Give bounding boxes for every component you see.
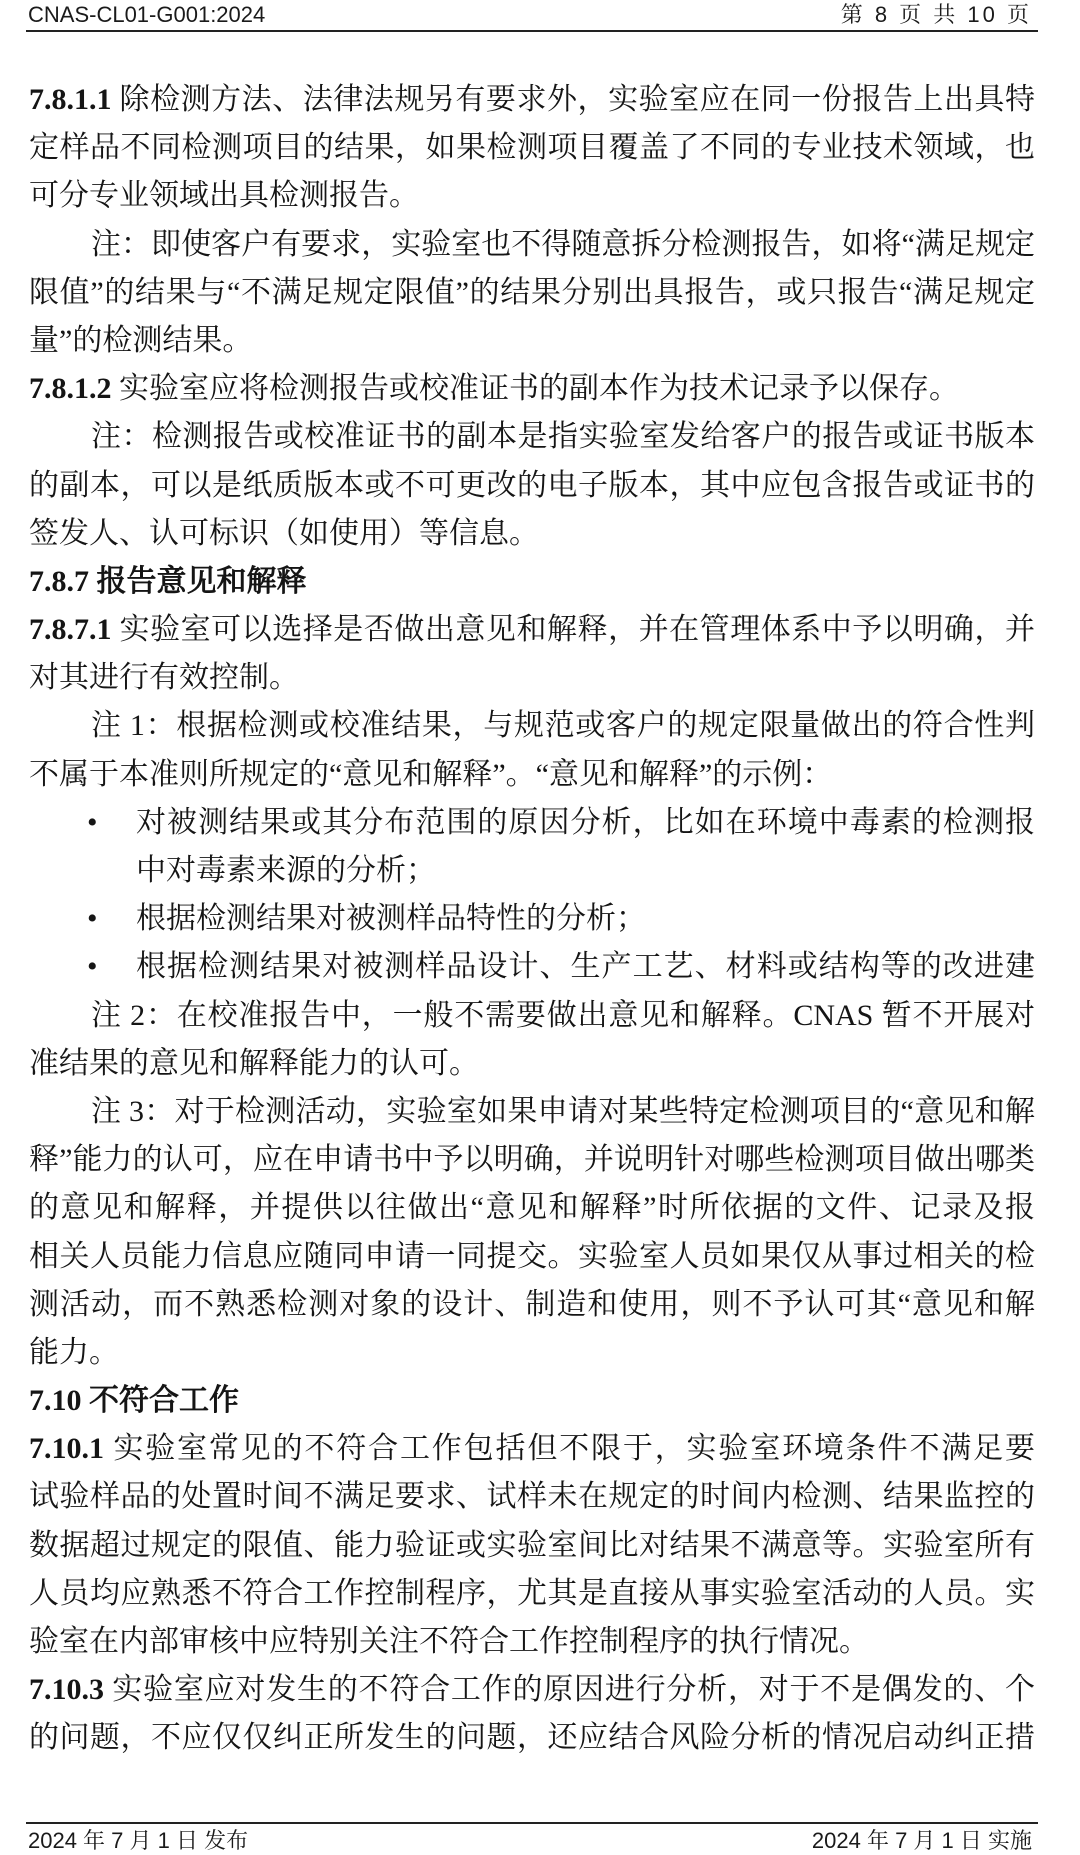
- section-heading: [29, 1377, 1035, 1425]
- text-line: [29, 606, 1035, 654]
- line-text: 的问题，不应仅仅纠正所发生的问题，还应结合风险分析的情况启动纠正措: [29, 1721, 1035, 1755]
- line-text: 测活动，而不熟悉检测对象的设计、制造和使用，则不予认可其“意见和解: [29, 1287, 1035, 1321]
- section-heading: [29, 558, 1035, 606]
- issue-date: 2024 年 7 月 1 日 发布: [28, 1828, 249, 1853]
- clause-number: 7.8.1.1: [29, 83, 112, 116]
- line-text: 量”的检测结果。: [29, 323, 253, 357]
- line-text: 实验室常见的不符合工作包括但不限于，实验室环境条件不满足要: [113, 1432, 1035, 1466]
- line-text: 不属于本准则所规定的“意见和解释”。“意见和解释”的示例：: [29, 757, 833, 791]
- text-line: [29, 269, 1035, 317]
- text-line: [29, 751, 1035, 799]
- text-line: [29, 1329, 1035, 1377]
- text-line: [29, 1666, 1035, 1714]
- clause-number: 7.10.3: [29, 1673, 104, 1707]
- text-line: [29, 1618, 1035, 1666]
- line-text: 除检测方法、法律法规另有要求外，实验室应在同一份报告上出具特: [111, 83, 1035, 116]
- line-text: 实验室应对发生的不符合工作的原因进行分析，对于不是偶发的、个: [112, 1673, 1035, 1707]
- footer-divider: [26, 1822, 1038, 1824]
- text-line: [29, 992, 1035, 1040]
- line-text: 注：检测报告或校准证书的副本是指实验室发给客户的报告或证书版本: [91, 420, 1035, 454]
- clause-number: 7.8.1.2: [29, 372, 112, 406]
- text-line: [29, 510, 1035, 558]
- line-text: 实验室应将检测报告或校准证书的副本作为技术记录予以保存。: [111, 372, 959, 406]
- bullet-icon: •: [87, 805, 98, 839]
- text-line: [29, 1714, 1035, 1762]
- line-text: 准结果的意见和解释能力的认可。: [29, 1046, 479, 1080]
- line-text: 的意见和解释，并提供以往做出“意见和解释”时所依据的文件、记录及报: [29, 1191, 1035, 1225]
- text-line: [29, 654, 1035, 702]
- line-text: 对其进行有效控制。: [29, 661, 299, 695]
- list-item-line: [29, 847, 1035, 895]
- text-line: [29, 1233, 1035, 1281]
- line-text: 注 3：对于检测活动，实验室如果申请对某些特定检测项目的“意见和解: [91, 1094, 1035, 1128]
- document-body: [29, 76, 1035, 1763]
- line-text: 中对毒素来源的分析；: [136, 854, 436, 887]
- line-text: 验室在内部审核中应特别关注不符合工作控制程序的执行情况。: [29, 1625, 869, 1658]
- text-line: [29, 124, 1035, 172]
- line-text: 的副本，可以是纸质版本或不可更改的电子版本，其中应包含报告或证书的: [29, 468, 1035, 502]
- clause-number: 7.10.1: [29, 1432, 104, 1466]
- text-line: [29, 221, 1035, 269]
- clause-number: 7.8.7.1: [29, 613, 112, 647]
- effective-date: 2024 年 7 月 1 日 实施: [811, 1828, 1032, 1853]
- line-text: 对被测结果或其分布范围的原因分析，比如在环境中毒素的检测报: [136, 805, 1035, 839]
- line-text: 根据检测结果对被测样品特性的分析；: [136, 902, 646, 936]
- text-line: [29, 1570, 1035, 1618]
- line-text: 7.10 不符合工作: [29, 1384, 239, 1418]
- line-text: 注：即使客户有要求，实验室也不得随意拆分检测报告，如将“满足规定: [91, 227, 1035, 261]
- text-line: [29, 172, 1035, 220]
- text-line: [29, 1184, 1035, 1232]
- header-divider: [26, 30, 1038, 32]
- text-line: [29, 1425, 1035, 1473]
- line-text: 注 1：根据检测或校准结果，与规范或客户的规定限量做出的符合性判: [91, 709, 1035, 743]
- text-line: [29, 1088, 1035, 1136]
- text-line: [29, 1281, 1035, 1329]
- line-text: 试验样品的处置时间不满足要求、试样未在规定的时间内检测、结果监控的: [29, 1480, 1035, 1514]
- line-text: 根据检测结果对被测样品设计、生产工艺、材料或结构等的改进建: [136, 950, 1035, 984]
- text-line: [29, 365, 1035, 413]
- text-line: [29, 413, 1035, 461]
- line-text: 可分专业领域出具检测报告。: [29, 179, 419, 213]
- line-text: 签发人、认可标识（如使用）等信息。: [29, 516, 539, 550]
- line-text: 注 2：在校准报告中，一般不需要做出意见和解释。CNAS 暂不开展对: [91, 998, 1035, 1032]
- line-text: 限值”的结果与“不满足规定限值”的结果分别出具报告，或只报告“满足规定: [29, 275, 1035, 309]
- list-item-line: [29, 943, 1035, 991]
- document-code: CNAS-CL01-G001:2024: [28, 2, 266, 27]
- list-item-line: [29, 895, 1035, 943]
- bullet-icon: •: [87, 902, 98, 936]
- page-number: 第 8 页 共 10 页: [840, 2, 1032, 27]
- text-line: [29, 1136, 1035, 1184]
- line-text: 释”能力的认可，应在申请书中予以明确，并说明针对哪些检测项目做出哪类: [29, 1143, 1035, 1177]
- line-text: 相关人员能力信息应随同申请一同提交。实验室人员如果仅从事过相关的检: [29, 1239, 1035, 1273]
- line-text: 定样品不同检测项目的结果，如果检测项目覆盖了不同的专业技术领域，也: [29, 131, 1035, 165]
- text-line: [29, 317, 1035, 365]
- text-line: [29, 702, 1035, 750]
- text-line: [29, 1473, 1035, 1521]
- line-text: 7.8.7 报告意见和解释: [29, 564, 307, 598]
- text-line: [29, 462, 1035, 510]
- text-line: [29, 1040, 1035, 1088]
- text-line: [29, 1522, 1035, 1570]
- line-text: 实验室可以选择是否做出意见和解释，并在管理体系中予以明确，并: [111, 613, 1035, 647]
- line-text: 人员均应熟悉不符合工作控制程序，尤其是直接从事实验室活动的人员。实: [29, 1576, 1035, 1610]
- text-line: [29, 76, 1035, 124]
- bullet-icon: •: [87, 950, 98, 984]
- line-text: 能力。: [29, 1335, 119, 1369]
- line-text: 数据超过规定的限值、能力验证或实验室间比对结果不满意等。实验室所有: [29, 1528, 1035, 1562]
- list-item-line: [29, 799, 1035, 847]
